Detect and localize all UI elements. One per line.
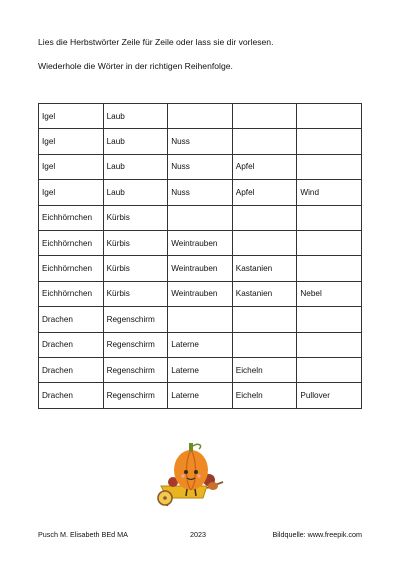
table-cell bbox=[232, 230, 297, 255]
table-cell: Eichhörnchen bbox=[39, 256, 104, 281]
table-cell bbox=[168, 205, 233, 230]
word-table bbox=[38, 103, 362, 409]
table-cell bbox=[232, 332, 297, 357]
table-cell bbox=[297, 129, 362, 154]
table-row bbox=[39, 332, 362, 357]
table-cell bbox=[297, 357, 362, 382]
table-cell bbox=[297, 104, 362, 129]
footer-year: 2023 bbox=[190, 530, 206, 539]
table-cell: Kürbis bbox=[103, 205, 168, 230]
table-cell bbox=[297, 205, 362, 230]
table-cell: Apfel bbox=[232, 154, 297, 179]
table-cell: Weintrauben bbox=[168, 230, 233, 255]
table-row bbox=[39, 230, 362, 255]
instruction-line-1: Lies die Herbstwörter Zeile für Zeile oder lass sie dir vorlesen. bbox=[38, 37, 274, 47]
pumpkin-wheelbarrow-icon bbox=[147, 424, 241, 518]
table-cell: Laterne bbox=[168, 332, 233, 357]
table-row bbox=[39, 104, 362, 129]
table-cell: Drachen bbox=[39, 357, 104, 382]
table-cell: Kürbis bbox=[103, 256, 168, 281]
table-cell bbox=[297, 307, 362, 332]
table-row bbox=[39, 307, 362, 332]
table-cell bbox=[232, 205, 297, 230]
table-cell: Drachen bbox=[39, 383, 104, 408]
table-cell: Igel bbox=[39, 180, 104, 205]
table-cell: Nuss bbox=[168, 129, 233, 154]
table-cell: Laub bbox=[103, 129, 168, 154]
table-cell: Nuss bbox=[168, 180, 233, 205]
table-cell: Regenschirm bbox=[103, 307, 168, 332]
table-cell: Kürbis bbox=[103, 281, 168, 306]
table-cell: Laub bbox=[103, 104, 168, 129]
table-cell: Drachen bbox=[39, 332, 104, 357]
table-cell: Weintrauben bbox=[168, 256, 233, 281]
table-cell: Igel bbox=[39, 104, 104, 129]
table-cell: Eicheln bbox=[232, 383, 297, 408]
table-cell bbox=[297, 332, 362, 357]
table-row bbox=[39, 281, 362, 306]
table-cell: Eicheln bbox=[232, 357, 297, 382]
table-cell: Regenschirm bbox=[103, 332, 168, 357]
table-cell: Regenschirm bbox=[103, 383, 168, 408]
table-cell: Nuss bbox=[168, 154, 233, 179]
table-cell bbox=[168, 104, 233, 129]
table-cell bbox=[297, 154, 362, 179]
table-cell: Eichhörnchen bbox=[39, 281, 104, 306]
table-cell: Apfel bbox=[232, 180, 297, 205]
table-row bbox=[39, 383, 362, 408]
table-row bbox=[39, 357, 362, 382]
table-cell bbox=[232, 307, 297, 332]
table-row bbox=[39, 129, 362, 154]
table-cell: Drachen bbox=[39, 307, 104, 332]
table-cell: Laterne bbox=[168, 357, 233, 382]
table-cell bbox=[297, 256, 362, 281]
table-row bbox=[39, 154, 362, 179]
footer-author: Pusch M. Elisabeth BEd MA bbox=[38, 530, 128, 539]
table-cell: Eichhörnchen bbox=[39, 230, 104, 255]
table-cell bbox=[232, 104, 297, 129]
table-cell: Kastanien bbox=[232, 281, 297, 306]
table-row bbox=[39, 205, 362, 230]
table-cell: Weintrauben bbox=[168, 281, 233, 306]
table-cell bbox=[168, 307, 233, 332]
table-cell: Igel bbox=[39, 129, 104, 154]
table-cell: Laub bbox=[103, 154, 168, 179]
table-cell: Laub bbox=[103, 180, 168, 205]
table-cell: Igel bbox=[39, 154, 104, 179]
table-cell: Wind bbox=[297, 180, 362, 205]
table-row bbox=[39, 256, 362, 281]
table-cell: Kastanien bbox=[232, 256, 297, 281]
table-cell: Regenschirm bbox=[103, 357, 168, 382]
table-cell: Pullover bbox=[297, 383, 362, 408]
table-cell: Nebel bbox=[297, 281, 362, 306]
table-row bbox=[39, 180, 362, 205]
table-cell bbox=[297, 230, 362, 255]
table-cell: Laterne bbox=[168, 383, 233, 408]
table-cell bbox=[232, 129, 297, 154]
instruction-line-2: Wiederhole die Wörter in der richtigen Reihenfolge. bbox=[38, 61, 233, 71]
footer-image-source: Bildquelle: www.freepik.com bbox=[272, 530, 362, 539]
table-cell: Kürbis bbox=[103, 230, 168, 255]
table-cell: Eichhörnchen bbox=[39, 205, 104, 230]
